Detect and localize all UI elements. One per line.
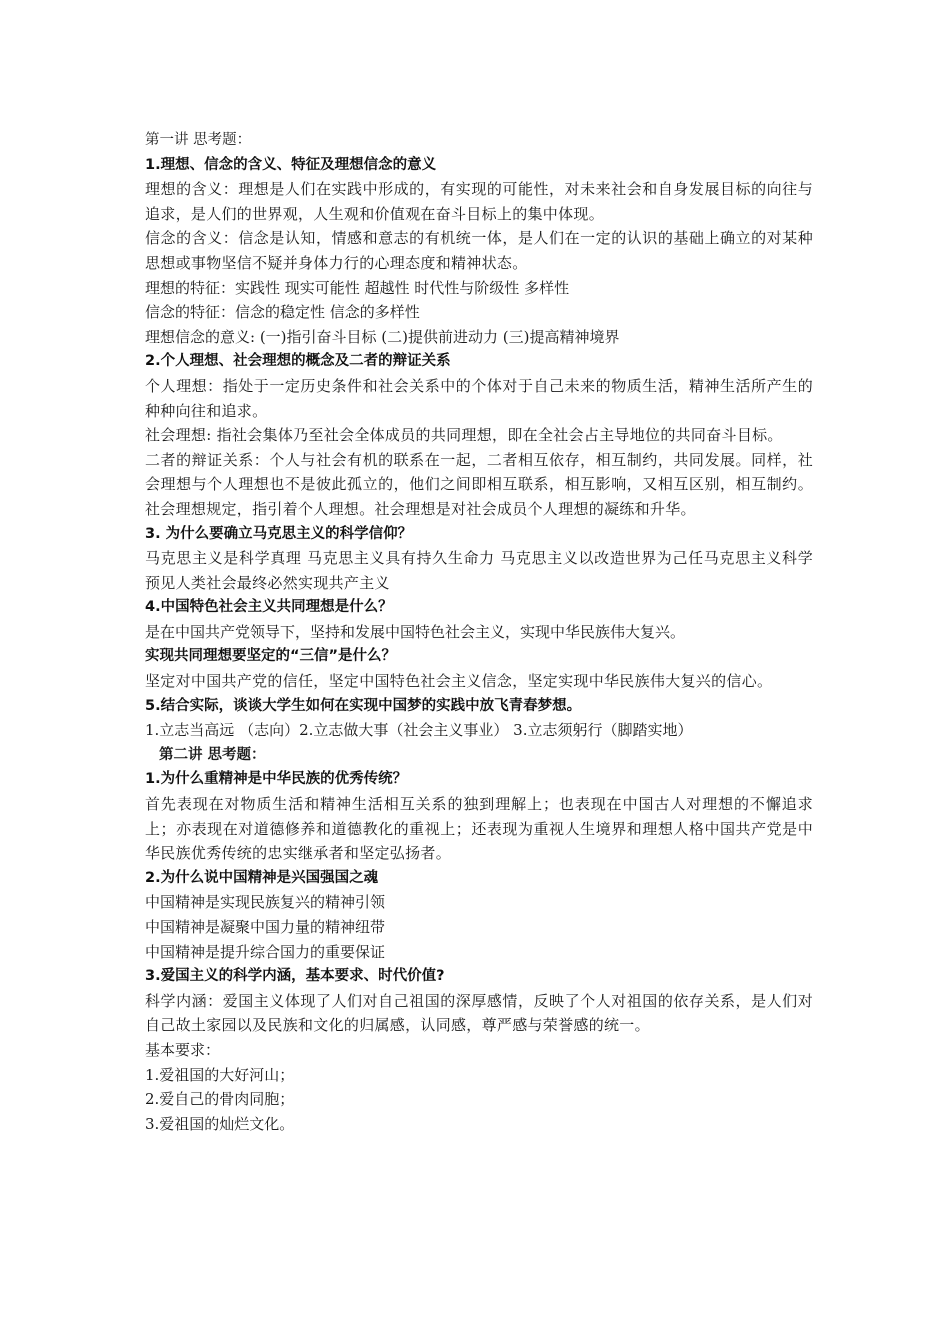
personal-ideal-paragraph: 个人理想：指处于一定历史条件和社会关系中的个体对于自己未来的物质生活，精神生活所产生的种种向往和追求。 (145, 376, 813, 420)
belief-features-line: 信念的特征：信念的稳定性 信念的多样性 (145, 303, 420, 322)
social-ideal-paragraph: 社会理想: 指社会集体乃至社会全体成员的共同理想，即在全社会占主导地位的共同奋斗目标。 (145, 426, 783, 445)
requirement-item: 2.爱自己的骨肉同胞； (145, 1090, 295, 1109)
lecture-1-title: 第一讲 思考题： (145, 132, 252, 148)
dialectical-relation-paragraph: 二者的辩证关系：个人与社会有机的联系在一起，二者相互依存，相互制约，共同发展。同样，社会理想与个人理想也不是彼此孤立的，他们之间即相互联系，相互影响，又相互区别，相互制约。社会理想规定，指引着个人理想。社会理想是对社会成员个人理想的凝练和升华。 (145, 450, 813, 518)
basic-requirements-label: 基本要求： (145, 1040, 221, 1059)
lecture-2-question-1-heading: 1.为什么重精神是中华民族的优秀传统？ (145, 771, 408, 788)
lecture-2-question-3-heading: 3.爱国主义的科学内涵，基本要求、时代价值? (145, 968, 445, 985)
requirement-item: 1.爱祖国的大好河山； (145, 1065, 295, 1084)
youth-dream-answer: 1.立志当高远 （志向）2.立志做大事（社会主义事业） 3.立志须躬行（脚踏实地） (145, 721, 693, 740)
lecture-1-question-3-heading: 3. 为什么要确立马克思主义的科学信仰？ (145, 525, 413, 542)
lecture-1-question-1-heading: 1.理想、信念的含义、特征及理想信念的意义 (145, 156, 437, 173)
spirit-tradition-paragraph: 首先表现在对物质生活和精神生活相互关系的独到理解上；也表现在中国古人对理想的不懈追求上；亦表现在对道德修养和道德教化的重视上；还表现为重视人生境界和理想人格中国共产党是中华民族优秀传统的忠实继承者和坚定弘扬者。 (145, 795, 813, 863)
lecture-2-title: 第二讲 思考题： (159, 746, 266, 763)
lecture-1-question-4-heading: 4.中国特色社会主义共同理想是什么？ (145, 599, 393, 616)
document-page (145, 128, 813, 1136)
ideal-belief-significance-line: 理想信念的意义: (一)指引奋斗目标 (二)提供前进动力 (三)提高精神境界 (145, 327, 620, 346)
marxism-belief-paragraph: 马克思主义是科学真理 马克思主义具有持久生命力 马克思主义以改造世界为己任马克思主义科学预见人类社会最终必然实现共产主义 (145, 549, 813, 592)
ideal-meaning-paragraph: 理想的含义：理想是人们在实践中形成的，有实现的可能性，对未来社会和自身发展目标的向往与追求，是人们的世界观，人生观和价值观在奋斗目标上的集中体现。 (145, 180, 813, 223)
lecture-1-question-2-heading: 2.个人理想、社会理想的概念及二者的辩证关系 (145, 353, 451, 370)
belief-meaning-paragraph: 信念的含义：信念是认知，情感和意志的有机统一体，是人们在一定的认识的基础上确立的对某种思想或事物坚信不疑并身体力行的心理态度和精神状态。 (145, 229, 813, 272)
patriotism-connotation-paragraph: 科学内涵：爱国主义体现了人们对自己祖国的深厚感情，反映了个人对祖国的依存关系，是人们对自己故土家园以及民族和文化的归属感，认同感，尊严感与荣誉感的统一。 (145, 991, 813, 1035)
requirement-item: 3.爱祖国的灿烂文化。 (145, 1114, 295, 1133)
three-beliefs-heading: 实现共同理想要坚定的“三信”是什么？ (145, 648, 397, 665)
chinese-spirit-point: 中国精神是提升综合国力的重要保证 (145, 942, 386, 961)
common-ideal-answer: 是在中国共产党领导下，坚持和发展中国特色社会主义，实现中华民族伟大复兴。 (145, 622, 686, 641)
lecture-1-question-5-heading: 5.结合实际，谈谈大学生如何在实现中国梦的实践中放飞青春梦想。 (145, 697, 582, 714)
chinese-spirit-point: 中国精神是凝聚中国力量的精神纽带 (145, 918, 386, 936)
three-beliefs-answer: 坚定对中国共产党的信任，坚定中国特色社会主义信念，坚定实现中华民族伟大复兴的信心。 (145, 672, 773, 691)
chinese-spirit-point: 中国精神是实现民族复兴的精神引领 (145, 893, 386, 912)
lecture-2-question-2-heading: 2.为什么说中国精神是兴国强国之魂 (145, 869, 379, 886)
ideal-features-line: 理想的特征：实践性 现实可能性 超越性 时代性与阶级性 多样性 (145, 278, 570, 297)
